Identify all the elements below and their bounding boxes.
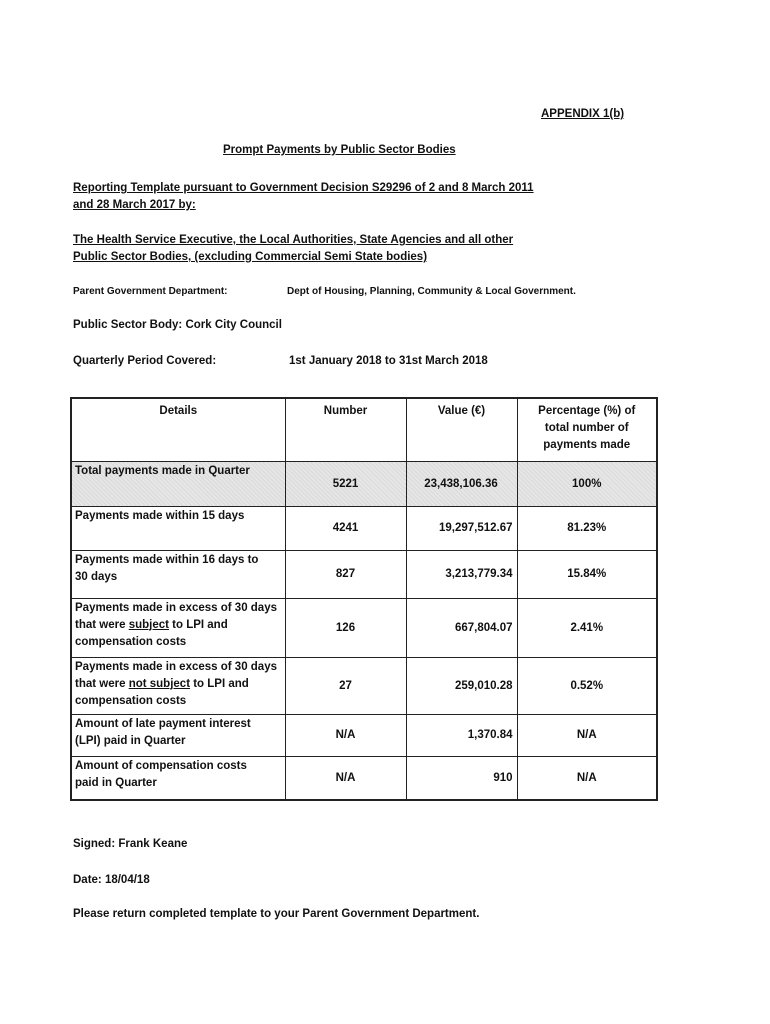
table-row: [71, 550, 657, 598]
row-value: 667,804.07: [406, 598, 517, 657]
page-title: Prompt Payments by Public Sector Bodies: [223, 144, 456, 156]
row-details: [71, 550, 285, 598]
row-details-line-1: Amount of compensation costs: [75, 759, 247, 772]
row-details: [71, 598, 285, 657]
row-details-subject: subject: [128, 618, 169, 631]
date-line: Date: 18/04/18: [73, 874, 150, 886]
return-note: Please return completed template to your Parent Government Department.: [73, 908, 480, 920]
row-percentage: 2.41%: [517, 598, 657, 657]
row-details-text-a: Payments made in excess of 30 days that were: [75, 660, 277, 690]
reporting-line-2: and 28 March 2017 by:: [73, 199, 196, 211]
row-details-text-b: to LPI and compensation costs: [75, 618, 228, 648]
table-header-row: [71, 398, 657, 461]
parent-department-label: Parent Government Department:: [73, 286, 228, 297]
row-percentage: 81.23%: [517, 506, 657, 550]
table-row: [71, 714, 657, 756]
table-row: [71, 461, 657, 506]
header-number: Number: [285, 398, 406, 461]
row-details-line-2: (LPI) paid in Quarter: [75, 734, 186, 747]
row-details-line-1: Amount of late payment interest: [75, 717, 251, 730]
row-details: Payments made within 15 days: [71, 506, 285, 550]
signed-line: Signed: Frank Keane: [73, 838, 188, 850]
row-percentage: 100%: [517, 461, 657, 506]
bodies-line-1: The Health Service Executive, the Local Authorities, State Agencies and all other: [73, 234, 514, 246]
row-details: Total payments made in Quarter: [71, 461, 285, 506]
reporting-line-1: Reporting Template pursuant to Government Decision S29296 of 2 and 8 March 2011: [73, 182, 534, 194]
row-details-not-subject: not subject: [128, 677, 191, 690]
header-percentage: [517, 398, 657, 461]
reporting-template-heading: [73, 180, 534, 214]
period-label: Quarterly Period Covered:: [73, 355, 217, 367]
row-value: 19,297,512.67: [406, 506, 517, 550]
row-percentage: 15.84%: [517, 550, 657, 598]
parent-department-value: Dept of Housing, Planning, Community & Local Government.: [287, 286, 576, 297]
row-details-line-1: Payments made within 16 days to: [75, 553, 259, 566]
row-percentage: 0.52%: [517, 657, 657, 714]
table-row: [71, 756, 657, 800]
table-row: [71, 598, 657, 657]
row-number: N/A: [285, 756, 406, 800]
row-number: 5221: [285, 461, 406, 506]
row-percentage: N/A: [517, 714, 657, 756]
row-value: 910: [406, 756, 517, 800]
row-number: 4241: [285, 506, 406, 550]
row-details-line-2: 30 days: [75, 570, 118, 583]
row-details-text-b: to LPI and compensation costs: [75, 677, 249, 707]
row-percentage: N/A: [517, 756, 657, 800]
row-value: 3,213,779.34: [406, 550, 517, 598]
appendix-label: APPENDIX 1(b): [541, 108, 625, 120]
row-details-text-a: Payments made in excess of 30 days that were: [75, 601, 277, 631]
header-percentage-line-3: payments made: [543, 439, 631, 451]
row-details: [71, 714, 285, 756]
bodies-heading: [73, 232, 513, 266]
header-percentage-line-2: total number of: [544, 422, 629, 434]
row-value: 1,370.84: [406, 714, 517, 756]
row-value: 259,010.28: [406, 657, 517, 714]
bodies-line-2: Public Sector Bodies, (excluding Commercial Semi State bodies): [73, 251, 428, 263]
table-row: [71, 657, 657, 714]
period-value: 1st January 2018 to 31st March 2018: [289, 355, 488, 367]
header-percentage-line-1: Percentage (%) of: [538, 405, 636, 417]
row-number: N/A: [285, 714, 406, 756]
prompt-payments-table: [70, 397, 658, 801]
header-details: Details: [71, 398, 285, 461]
row-number: 27: [285, 657, 406, 714]
row-number: 126: [285, 598, 406, 657]
header-value: Value (€): [406, 398, 517, 461]
row-details-line-2: paid in Quarter: [75, 776, 157, 789]
row-details: [71, 756, 285, 800]
row-number: 827: [285, 550, 406, 598]
public-sector-body: Public Sector Body: Cork City Council: [73, 319, 282, 331]
row-value: 23,438,106.36: [406, 461, 517, 506]
row-details: [71, 657, 285, 714]
table-row: [71, 506, 657, 550]
